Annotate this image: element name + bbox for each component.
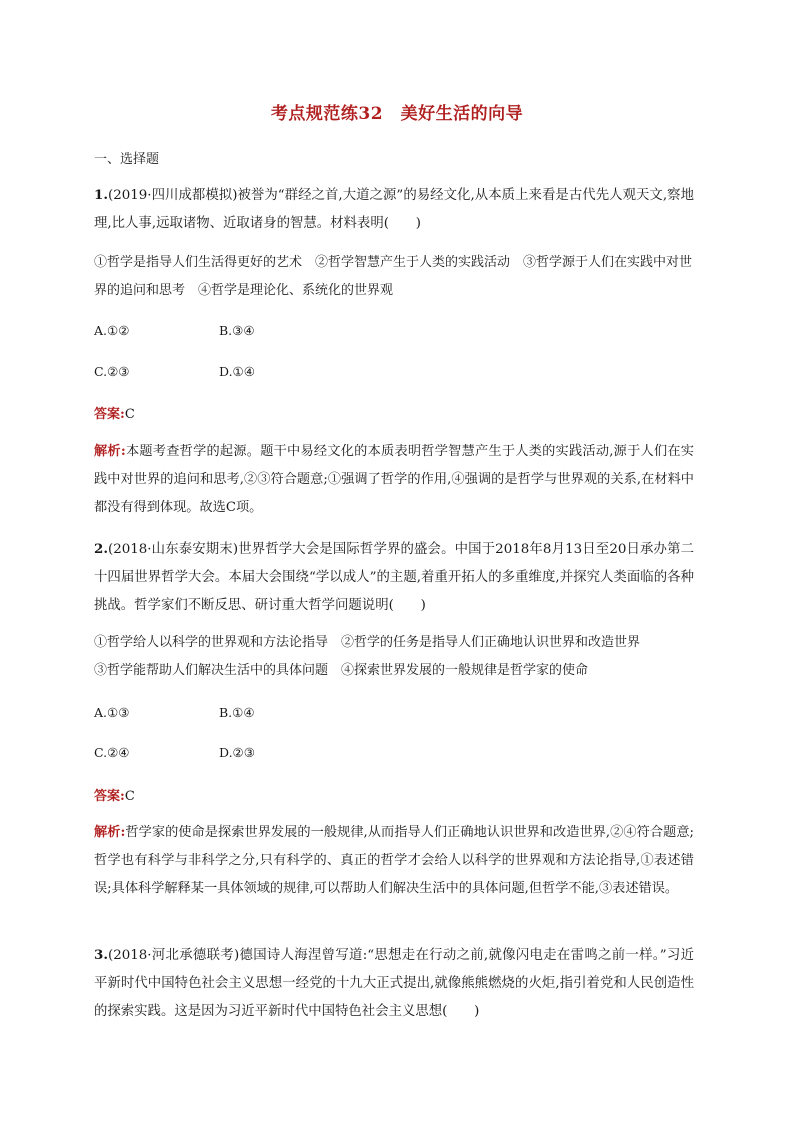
answer-1 xyxy=(94,403,135,422)
explanation-2 xyxy=(94,819,694,903)
statement-line-1: ①哲学给人以科学的世界观和方法论指导 ②哲学的任务是指导人们正确地认识世界和改造世界 xyxy=(94,635,641,650)
question-2 xyxy=(94,535,694,620)
choice-d: D.②③ xyxy=(219,745,255,760)
explanation-text: 哲学家的使命是探索世界发展的一般规律,从而指导人们正确地认识世界和改造世界,②④符合题意;哲学也有科学与非科学之分,只有科学的、真正的哲学才会给人以科学的世界观和方法论指导,①表述错误;具体科学解释某一具体领域的规律,可以帮助人们解决生活中的具体问题,但哲学不能,③表述错误。 xyxy=(94,825,695,896)
choice-c: C.②④ xyxy=(94,745,130,760)
choice-c: C.②③ xyxy=(94,364,130,379)
explanation-label: 解析: xyxy=(94,825,126,840)
choice-d: D.①④ xyxy=(219,364,255,379)
answer-value: C xyxy=(124,407,135,422)
question-number: 2. xyxy=(94,541,108,557)
question-text: (2019·四川成都模拟)被誉为“群经之首,大道之源”的易经文化,从本质上来看是古代先人观天文,察地理,比人事,远取诸物、近取诸身的智慧。材料表明( ) xyxy=(94,188,694,231)
explanation-1 xyxy=(94,438,694,522)
statement-line-2: ③哲学能帮助人们解决生活中的具体问题 ④探索世界发展的一般规律是哲学家的使命 xyxy=(94,663,589,678)
choice-b: B.③④ xyxy=(219,323,255,338)
page-title: 考点规范练32 美好生活的向导 xyxy=(270,104,524,124)
question-2-statements xyxy=(94,629,694,685)
answer-value: C xyxy=(124,789,135,804)
question-1-statements: ①哲学是指导人们生活得更好的艺术 ②哲学智慧产生于人类的实践活动 ③哲学源于人们在实践中对世界的追问和思考 ④哲学是理论化、系统化的世界观 xyxy=(94,255,693,298)
question-text: (2018·山东泰安期末)世界哲学大会是国际哲学界的盛会。中国于2018年8月13日至20日承办第二十四届世界哲学大会。本届大会围绕“学以成人”的主题,着重开拓人的多重维度,并探究人类面临的各种挑战。哲学家们不断反思、研讨重大哲学问题说明( ) xyxy=(94,542,694,613)
question-3 xyxy=(94,941,694,1026)
question-number: 3. xyxy=(94,947,108,963)
answer-label: 答案: xyxy=(94,789,125,804)
answer-2 xyxy=(94,785,135,804)
choice-b: B.①④ xyxy=(219,705,255,720)
question-text: (2018·河北承德联考)德国诗人海涅曾写道:“思想走在行动之前,就像闪电走在雷鸣之前一样。”习近平新时代中国特色社会主义思想一经党的十九大正式提出,就像熊熊燃烧的火炬,指引着党和人民创造性的探索实践。这是因为习近平新时代中国特色社会主义思想( ) xyxy=(94,948,694,1019)
choice-a: A.①③ xyxy=(94,705,130,720)
section-heading: 一、选择题 xyxy=(94,152,160,167)
question-1 xyxy=(94,181,694,238)
explanation-label: 解析: xyxy=(94,444,126,459)
answer-label: 答案: xyxy=(94,407,125,422)
question-number: 1. xyxy=(94,187,108,203)
choice-a: A.①② xyxy=(94,323,130,338)
explanation-text: 本题考查哲学的起源。题干中易经文化的本质表明哲学智慧产生于人类的实践活动,源于人们在实践中对世界的追问和思考,②③符合题意;①强调了哲学的作用,④强调的是哲学与世界观的关系,在材料中都没有得到体现。故选C项。 xyxy=(94,444,694,515)
